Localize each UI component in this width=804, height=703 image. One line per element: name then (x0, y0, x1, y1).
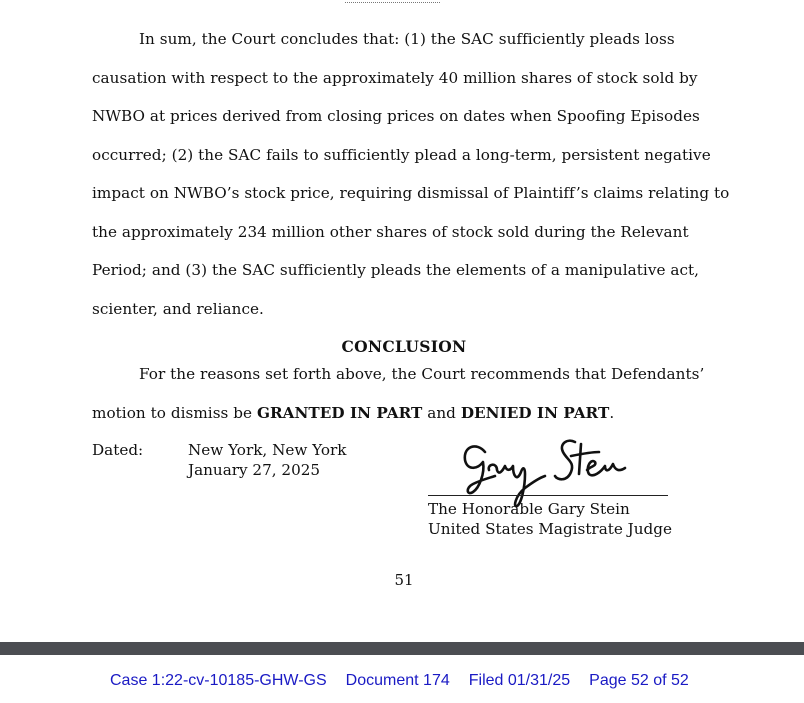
page-divider (0, 642, 804, 655)
granted-text: GRANTED IN PART (256, 403, 423, 422)
dated-place: New York, New York (188, 441, 347, 459)
text-run: motion to dismiss be (92, 403, 257, 422)
conclusion-paragraph (92, 355, 712, 432)
paragraph-line: occurred; (2) the SAC fails to sufficiently plead a long-term, persistent negative (92, 145, 711, 164)
paragraph-line: causation with respect to the approximately 40 million shares of stock sold by (92, 68, 698, 87)
signature-line (428, 495, 668, 496)
handwritten-signature (455, 430, 640, 510)
paragraph-line (92, 394, 712, 433)
dated-label: Dated: (92, 441, 144, 459)
judge-name: The Honorable Gary Stein (428, 500, 630, 518)
document-number: Document 174 (345, 672, 450, 689)
case-number: Case 1:22-cv-10185-GHW-GS (110, 672, 327, 689)
paragraph-line: impact on NWBO’s stock price, requiring dismissal of Plaintiff’s claims relating to (92, 184, 730, 202)
docket-header-text (110, 672, 689, 690)
top-cut-mark (345, 0, 440, 3)
denied-text: DENIED IN PART (460, 403, 610, 422)
dated-date: January 27, 2025 (188, 460, 321, 479)
paragraph-line: NWBO at prices derived from closing prices on dates when Spoofing Episodes (92, 107, 700, 125)
page-count: Page 52 of 52 (589, 672, 689, 689)
paragraph-line: For the reasons set forth above, the Court recommends that Defendants’ (139, 365, 705, 383)
paragraph-line: In sum, the Court concludes that: (1) the SAC sufficiently pleads loss (139, 30, 675, 48)
docket-footer (0, 655, 804, 703)
page-number: 51 (394, 571, 414, 589)
paragraph-line: scienter, and reliance. (92, 299, 264, 318)
dated-block (188, 441, 347, 480)
paragraph-line: the approximately 234 million other shares of stock sold during the Relevant (92, 222, 689, 241)
judge-title: United States Magistrate Judge (428, 520, 672, 538)
paragraph-line: Period; and (3) the SAC sufficiently pleads the elements of a manipulative act, (92, 261, 700, 279)
text-run: and (422, 403, 461, 422)
summary-paragraph (92, 20, 730, 328)
signature-block (428, 499, 672, 539)
text-run: . (609, 403, 615, 422)
filed-date: Filed 01/31/25 (468, 672, 571, 689)
conclusion-heading: CONCLUSION (341, 337, 467, 356)
